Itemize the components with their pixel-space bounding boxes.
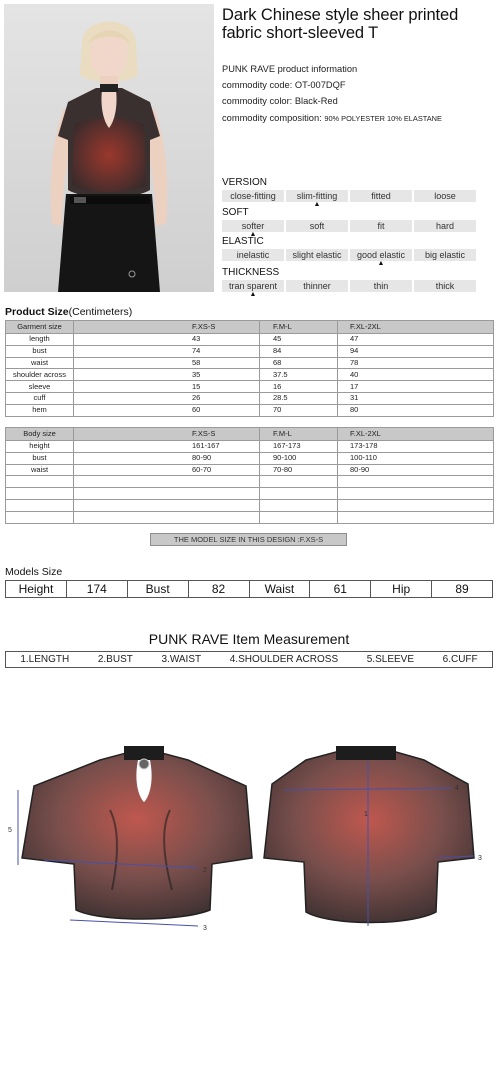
composition-value: 90% POLYESTER 10% ELASTANE [324, 113, 442, 123]
table-row [6, 499, 494, 511]
table-cell [338, 488, 494, 500]
table-cell: height [6, 441, 74, 453]
table-cell: hem [6, 404, 74, 416]
model-size-note: THE MODEL SIZE IN THIS DESIGN :F.XS-S [150, 533, 347, 546]
attribute-elastic [222, 236, 482, 269]
attribute-title: THICKNESS [222, 267, 280, 278]
composition-label: commodity composition: [222, 112, 322, 123]
table-cell [74, 511, 260, 523]
attribute-option: soft [286, 220, 348, 232]
table-cell: 90-100 [260, 452, 338, 464]
models-size-title: Models Size [5, 566, 63, 578]
table-cell: 26 [74, 392, 260, 404]
measurement-item: 2.BUST [97, 654, 133, 665]
attribute-option: softer [222, 220, 284, 232]
models-size-row [5, 580, 493, 598]
models-size-value: 89 [455, 582, 469, 596]
table-row [6, 464, 494, 476]
table-cell: waist [6, 357, 74, 369]
table-cell [6, 488, 74, 500]
table-header-cell: F.XS-S [74, 321, 260, 334]
models-size-value: 174 [67, 581, 128, 597]
attribute-option: thinner [286, 280, 348, 292]
code-value: OT-007DQF [294, 80, 346, 91]
table-cell: 74 [74, 345, 260, 357]
table-cell: 80-90 [338, 464, 494, 476]
attribute-option: fit [350, 220, 412, 232]
table-row [6, 392, 494, 404]
shirt-diagrams [0, 740, 498, 980]
table-header-row [6, 321, 494, 334]
table-cell [260, 511, 338, 523]
table-cell: 35 [74, 369, 260, 381]
measurement-item: 5.SLEEVE [366, 654, 415, 665]
table-cell [74, 476, 260, 488]
table-cell: 60-70 [74, 464, 260, 476]
measurement-item: 1.LENGTH [20, 654, 70, 665]
table-cell: 58 [74, 357, 260, 369]
measurement-item: 4.SHOULDER ACROSS [229, 654, 339, 665]
attribute-option: hard [414, 220, 476, 232]
marker-5: 5 [8, 827, 12, 834]
table-row [6, 441, 494, 453]
models-size-value: 61 [310, 581, 371, 597]
info-color [222, 93, 442, 109]
table-cell [74, 499, 260, 511]
attribute-option: tran sparent [222, 280, 284, 292]
attribute-options [222, 190, 482, 202]
table-cell: waist [6, 464, 74, 476]
table-cell [74, 488, 260, 500]
table-header-cell: F.XL-2XL [338, 428, 494, 441]
table-row [6, 452, 494, 464]
product-size-heading: Product Size [5, 306, 69, 318]
product-size-unit: (Centimeters) [68, 306, 133, 318]
table-cell: shoulder across [6, 369, 74, 381]
measurement-item: 3.WAIST [161, 654, 202, 665]
marker-3: 3 [203, 925, 207, 932]
attribute-option: inelastic [222, 249, 284, 261]
models-size-value: 82 [189, 581, 250, 597]
table-row [6, 369, 494, 381]
table-cell: length [6, 334, 74, 346]
table-cell: 167-173 [260, 441, 338, 453]
table-cell: 43 [74, 334, 260, 346]
models-size-label: Hip [371, 581, 432, 597]
table-header-cell: F.M-L [260, 428, 338, 441]
product-title: Dark Chinese style sheer printed fabric short-sleeved T [222, 6, 459, 42]
table-cell: sleeve [6, 381, 74, 393]
attribute-option: slim-fitting [286, 190, 348, 202]
table-row [6, 488, 494, 500]
selected-marker-icon: ▲ [249, 231, 257, 238]
product-size-title [5, 306, 132, 318]
table-header-cell: F.XL-2XL [338, 321, 494, 334]
selected-marker-icon: ▲ [377, 260, 385, 267]
models-size-label: Height [6, 581, 67, 597]
table-cell [260, 476, 338, 488]
table-cell [260, 499, 338, 511]
measurement-legend [5, 651, 493, 668]
table-cell: 80-90 [74, 452, 260, 464]
table-cell: 31 [338, 392, 494, 404]
table-header-cell: F.M-L [260, 321, 338, 334]
model-photo [4, 4, 214, 292]
attribute-option: good elastic [350, 249, 412, 261]
table-cell: 78 [338, 357, 494, 369]
table-cell: bust [6, 452, 74, 464]
table-cell [338, 476, 494, 488]
table-cell [260, 488, 338, 500]
table-cell: 15 [74, 381, 260, 393]
info-code [222, 77, 442, 93]
garment-size-table [5, 320, 494, 417]
table-row [6, 511, 494, 523]
table-row [6, 404, 494, 416]
table-row [6, 381, 494, 393]
attribute-option: big elastic [414, 249, 476, 261]
selected-marker-icon: ▲ [249, 291, 257, 298]
measurement-item: 6.CUFF [442, 654, 478, 665]
table-cell [6, 499, 74, 511]
info-heading: PUNK RAVE product information [222, 64, 358, 74]
table-row [6, 334, 494, 346]
table-cell: 17 [338, 381, 494, 393]
table-row [6, 345, 494, 357]
attribute-option: close-fitting [222, 190, 284, 202]
marker-4: 4 [455, 785, 459, 792]
measurement-title: PUNK RAVE Item Measurement [148, 631, 350, 647]
attribute-title: SOFT [222, 207, 249, 218]
marker-3-back: 3 [478, 855, 482, 862]
measurement-diagram [0, 740, 498, 980]
attribute-title: ELASTIC [222, 236, 264, 247]
table-cell: 37.5 [260, 369, 338, 381]
table-cell: 45 [260, 334, 338, 346]
table-cell: 47 [338, 334, 494, 346]
product-info [222, 61, 442, 127]
table-cell [6, 476, 74, 488]
table-cell [338, 511, 494, 523]
code-label: commodity code: [222, 80, 293, 91]
table-cell: 60 [74, 404, 260, 416]
table-row [6, 357, 494, 369]
table-cell: 80 [338, 404, 494, 416]
selected-marker-icon: ▲ [313, 201, 321, 208]
info-composition [222, 110, 442, 127]
models-size-label: Waist [250, 581, 311, 597]
marker-1: 1 [364, 811, 368, 818]
table-header-cell: Body size [6, 428, 74, 441]
color-value: Black-Red [294, 96, 338, 107]
attribute-option: thick [414, 280, 476, 292]
table-cell: bust [6, 345, 74, 357]
table-cell: 16 [260, 381, 338, 393]
table-cell: 173-178 [338, 441, 494, 453]
front-shirt [18, 746, 252, 926]
back-shirt [264, 746, 474, 926]
table-row [6, 476, 494, 488]
table-header-cell: F.XS-S [74, 428, 260, 441]
table-cell: 161-167 [74, 441, 260, 453]
table-cell: cuff [6, 392, 74, 404]
table-cell [338, 499, 494, 511]
table-cell: 68 [260, 357, 338, 369]
attribute-option: slight elastic [286, 249, 348, 261]
table-cell: 70 [260, 404, 338, 416]
attribute-thickness [222, 267, 482, 300]
attribute-title: VERSION [222, 177, 268, 188]
table-cell: 70-80 [260, 464, 338, 476]
attribute-option: loose [414, 190, 476, 202]
table-cell: 94 [338, 345, 494, 357]
marker-2: 2 [203, 867, 207, 874]
color-label: commodity color: [222, 96, 293, 107]
body-size-table [5, 427, 494, 524]
table-cell: 84 [260, 345, 338, 357]
attribute-option: thin [350, 280, 412, 292]
product-header [0, 0, 498, 300]
model-illustration [4, 4, 214, 292]
attribute-version [222, 177, 482, 210]
table-cell: 100-110 [338, 452, 494, 464]
table-cell [6, 511, 74, 523]
table-header-cell: Garment size [6, 321, 74, 334]
table-header-row [6, 428, 494, 441]
table-cell: 28.5 [260, 392, 338, 404]
models-size-label: Bust [128, 581, 189, 597]
table-cell: 40 [338, 369, 494, 381]
attribute-option: fitted [350, 190, 412, 202]
